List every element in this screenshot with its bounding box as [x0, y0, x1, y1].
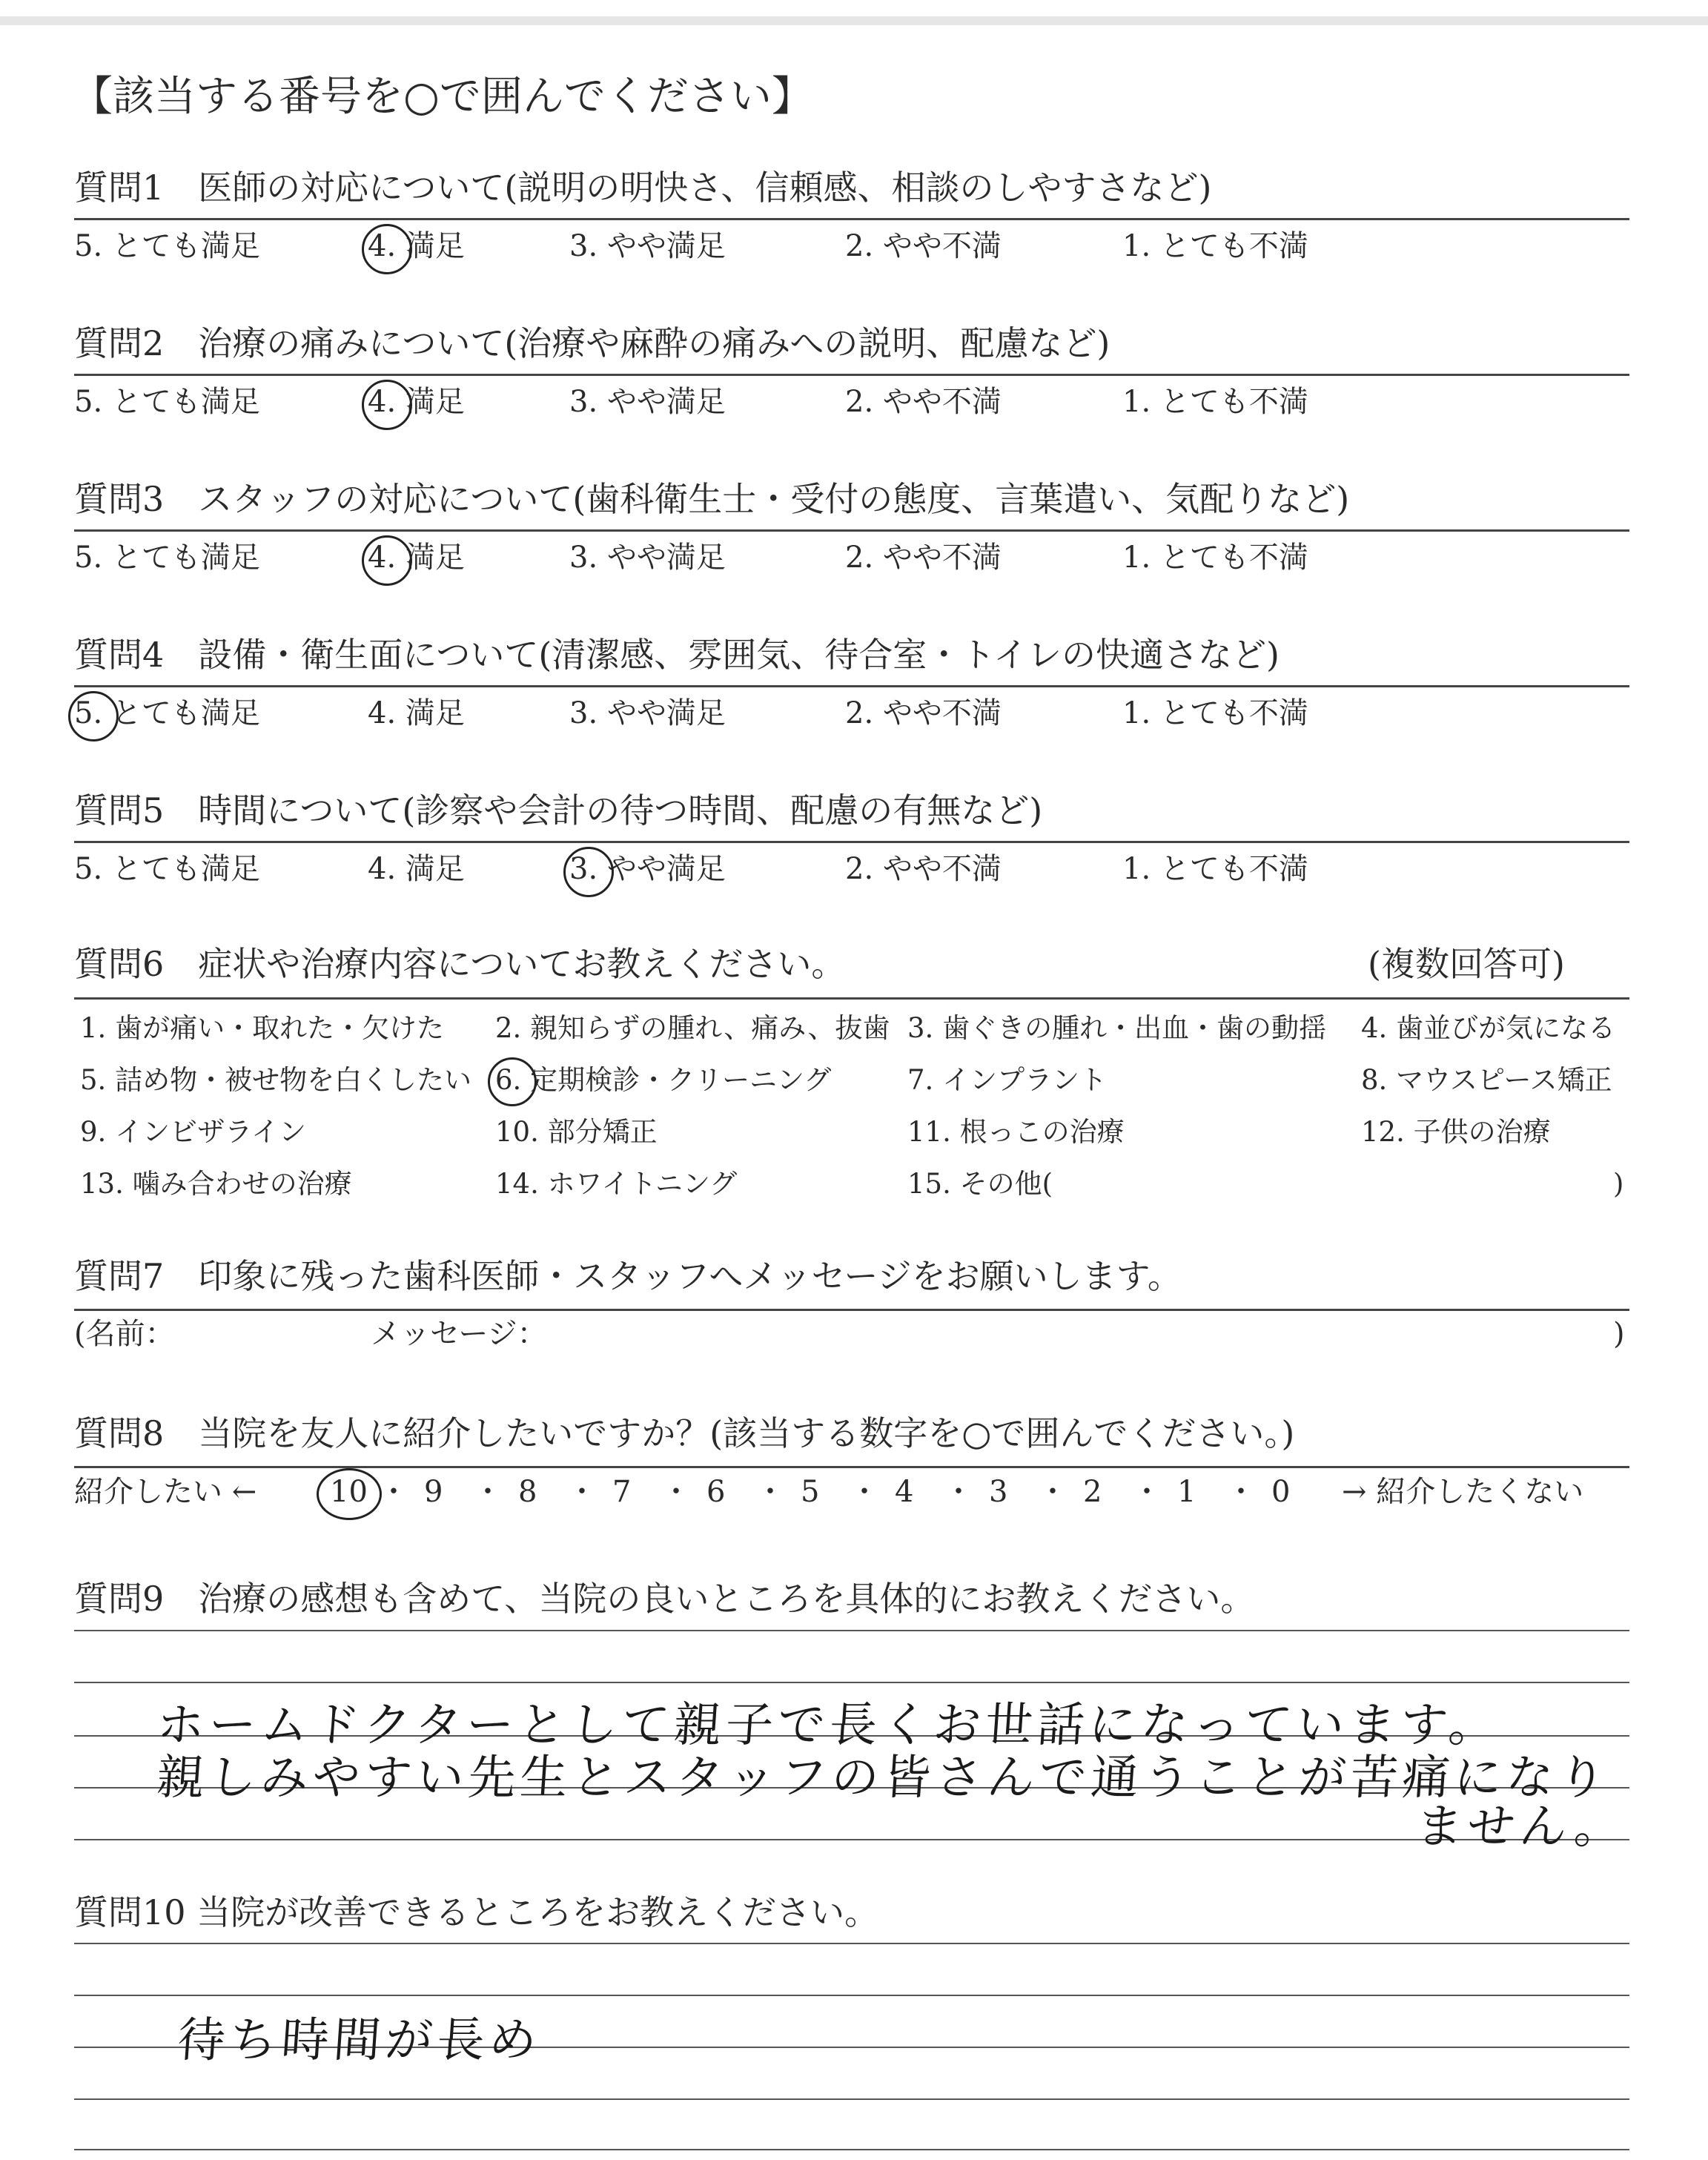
q8-scale-value[interactable]: 8 [518, 1475, 537, 1509]
page-top-border [0, 16, 1708, 25]
q7-message-label: メッセージ： [371, 1317, 547, 1351]
q1-option[interactable]: 2. やや不満 [845, 229, 1002, 263]
q7-title: 質問7 印象に残った歯科医師・スタッフへメッセージをお願いします。 [74, 1256, 1182, 1296]
q3-title: 質問3 スタッフの対応について(歯科衛生士・受付の態度、言葉遣い、気配りなど) [74, 479, 1350, 519]
q2-option[interactable]: 1. とても不満 [1122, 385, 1308, 419]
q4-underline [74, 685, 1629, 687]
q5-option[interactable]: 3. やや満足 [569, 852, 726, 886]
q6-option[interactable]: 10. 部分矯正 [495, 1116, 658, 1148]
q4-option[interactable]: 5. とても満足 [74, 696, 260, 730]
q4-option[interactable]: 3. やや満足 [569, 696, 726, 730]
q5-selection-circle [563, 847, 614, 897]
q8-scale-separator: ・ [944, 1475, 973, 1509]
q8-scale-value[interactable]: 3 [989, 1475, 1008, 1509]
q1-underline [74, 218, 1629, 220]
q8-scale-value[interactable]: 6 [706, 1475, 726, 1509]
q8-scale-separator: ・ [1132, 1475, 1162, 1509]
q6-option[interactable]: 7. インプラント [907, 1064, 1108, 1096]
q2-option[interactable]: 4. 満足 [368, 385, 465, 419]
q8-selection-circle [317, 1468, 382, 1520]
q6-option[interactable]: 12. 子供の治療 [1361, 1116, 1551, 1148]
q1-title: 質問1 医師の対応について(説明の明快さ、信頼感、相談のしやすさなど) [74, 168, 1212, 208]
q6-option[interactable]: 9. インビザライン [80, 1116, 306, 1148]
q8-scale-value[interactable]: 4 [895, 1475, 914, 1509]
q8-scale-separator: ・ [473, 1475, 503, 1509]
q6-option[interactable]: 15. その他( [907, 1168, 1053, 1200]
q5-option[interactable]: 2. やや不満 [845, 852, 1002, 886]
q4-option[interactable]: 2. やや不満 [845, 696, 1002, 730]
q3-option[interactable]: 4. 満足 [368, 541, 465, 575]
q8-scale-value[interactable]: 7 [612, 1475, 632, 1509]
q8-scale-separator: ・ [1038, 1475, 1068, 1509]
q9-answer-line-3: ません。 [1413, 1800, 1629, 1855]
q1-option[interactable]: 4. 満足 [368, 229, 465, 263]
q8-scale-value[interactable]: 10 [330, 1475, 368, 1509]
q3-option[interactable]: 2. やや不満 [845, 541, 1002, 575]
q10-write-line [74, 1995, 1629, 1996]
q6-underline [74, 997, 1629, 1000]
q5-title: 質問5 時間について(診察や会計の待つ時間、配慮の有無など) [74, 790, 1043, 830]
q6-option[interactable]: 13. 噛み合わせの治療 [80, 1168, 352, 1200]
q8-scale-value[interactable]: 0 [1271, 1475, 1291, 1509]
q7-close-paren: ) [1613, 1317, 1625, 1351]
q10-title: 質問10 当院が改善できるところをお教えください。 [74, 1892, 879, 1932]
q1-selection-circle [362, 224, 412, 274]
q6-title: 質問6 症状や治療内容についてお教えください。 [74, 944, 846, 984]
page-heading: 【該当する番号を○で囲んでください】 [71, 73, 813, 121]
q7-name-label: (名前： [74, 1317, 175, 1351]
q8-scale-separator: ・ [567, 1475, 597, 1509]
q5-underline [74, 841, 1629, 843]
q3-option[interactable]: 3. やや満足 [569, 541, 726, 575]
q1-option[interactable]: 3. やや満足 [569, 229, 726, 263]
q5-option[interactable]: 4. 満足 [368, 852, 465, 886]
q6-option[interactable]: 6. 定期検診・クリーニング [495, 1064, 832, 1096]
q5-option[interactable]: 5. とても満足 [74, 852, 260, 886]
q9-write-line [74, 1682, 1629, 1683]
q3-selection-circle [362, 535, 412, 586]
q6-other-close-paren: ) [1613, 1168, 1624, 1200]
q10-answer-line-1: 待ち時間が長め [175, 2013, 543, 2068]
q2-option[interactable]: 5. とても満足 [74, 385, 260, 419]
q4-option[interactable]: 4. 満足 [368, 696, 465, 730]
q9-write-line [74, 1839, 1629, 1840]
q10-write-line [74, 1943, 1629, 1944]
q6-selection-circle [488, 1057, 537, 1106]
q6-option[interactable]: 5. 詰め物・被せ物を白くしたい [80, 1064, 472, 1096]
q6-note: (複数回答可) [1368, 944, 1565, 984]
q8-scale-separator: ・ [1226, 1475, 1256, 1509]
q8-scale-separator: ・ [379, 1475, 408, 1509]
q9-answer-line-1: ホームドクターとして親子で長くお世話になっています。 [154, 1698, 1503, 1753]
q8-left-label: 紹介したい ← [74, 1475, 257, 1509]
q10-write-line [74, 2098, 1629, 2100]
q7-underline [74, 1309, 1629, 1311]
q4-title: 質問4 設備・衛生面について(清潔感、雰囲気、待合室・トイレの快適さなど) [74, 635, 1280, 675]
q1-option[interactable]: 1. とても不満 [1122, 229, 1308, 263]
q9-title: 質問9 治療の感想も含めて、当院の良いところを具体的にお教えください。 [74, 1579, 1255, 1619]
q8-scale-value[interactable]: 2 [1083, 1475, 1102, 1509]
q3-option[interactable]: 5. とても満足 [74, 541, 260, 575]
q9-answer-line-2: 親しみやすい先生とスタッフの皆さんで通うことが苦痛になり [154, 1751, 1612, 1806]
q9-write-line [74, 1630, 1629, 1631]
q6-option[interactable]: 1. 歯が痛い・取れた・欠けた [80, 1012, 445, 1044]
q2-underline [74, 374, 1629, 376]
q3-option[interactable]: 1. とても不満 [1122, 541, 1308, 575]
q2-title: 質問2 治療の痛みについて(治療や麻酔の痛みへの説明、配慮など) [74, 323, 1110, 363]
q3-underline [74, 529, 1629, 532]
q8-title: 質問8 当院を友人に紹介したいですか？(該当する数字を○で囲んでください。) [74, 1413, 1295, 1453]
q10-write-line [74, 2149, 1629, 2150]
q6-option[interactable]: 2. 親知らずの腫れ、痛み、抜歯 [495, 1012, 890, 1044]
q4-selection-circle [68, 691, 119, 742]
q6-option[interactable]: 4. 歯並びが気になる [1361, 1012, 1616, 1044]
q6-option[interactable]: 3. 歯ぐきの腫れ・出血・歯の動揺 [907, 1012, 1327, 1044]
q6-option[interactable]: 8. マウスピース矯正 [1361, 1064, 1612, 1096]
q8-scale-separator: ・ [755, 1475, 785, 1509]
q8-scale-separator: ・ [850, 1475, 879, 1509]
q8-scale-value[interactable]: 9 [424, 1475, 443, 1509]
q4-option[interactable]: 1. とても不満 [1122, 696, 1308, 730]
q5-option[interactable]: 1. とても不満 [1122, 852, 1308, 886]
q1-option[interactable]: 5. とても満足 [74, 229, 260, 263]
q6-option[interactable]: 11. 根っこの治療 [907, 1116, 1125, 1148]
q8-scale-value[interactable]: 5 [801, 1475, 820, 1509]
q2-option[interactable]: 2. やや不満 [845, 385, 1002, 419]
q8-scale-separator: ・ [661, 1475, 691, 1509]
q8-right-label: → 紹介したくない [1342, 1475, 1584, 1509]
q2-selection-circle [362, 380, 412, 430]
q6-option[interactable]: 14. ホワイトニング [495, 1168, 738, 1200]
q8-scale-value[interactable]: 1 [1177, 1475, 1196, 1509]
q2-option[interactable]: 3. やや満足 [569, 385, 726, 419]
q8-underline [74, 1466, 1629, 1468]
